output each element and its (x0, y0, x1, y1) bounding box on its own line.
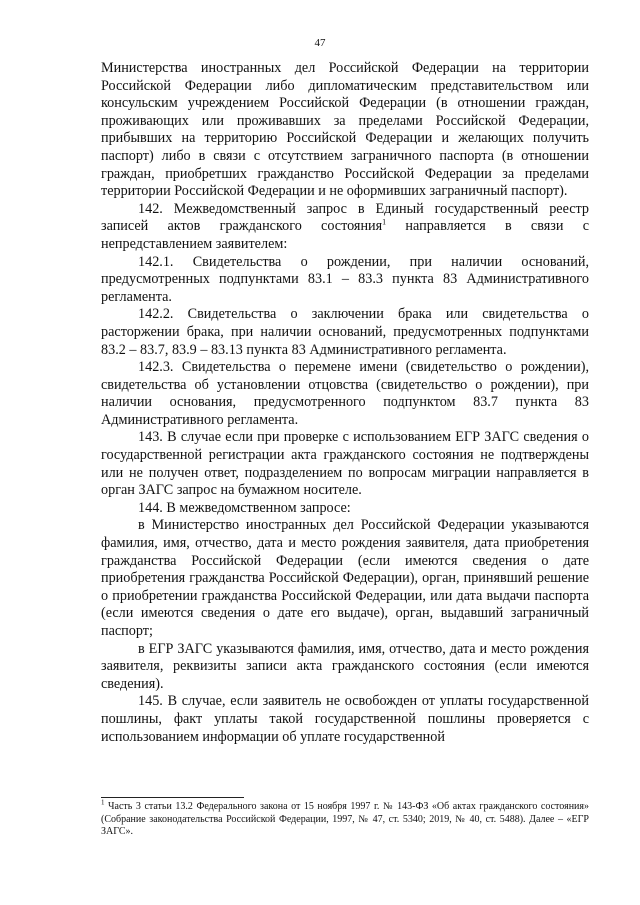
paragraph-143: 143. В случае если при проверке с использованием ЕГР ЗАГС сведения о государственной регистрации акта гражданского состояния не подтверждены или не получен ответ, подразделением по вопросам миграции направляется в орган ЗАГС запрос на бумажном носителе. (101, 429, 589, 499)
paragraph-142-text: 142. Межведомственный запрос в Единый государственный реестр записей актов гражданского состояния (101, 200, 589, 235)
paragraph-144: 144. В межведомственном запросе: (138, 499, 351, 516)
footnote-text: Часть 3 статьи 13.2 Федерального закона от 15 ноября 1997 г. № 143-ФЗ «Об актах гражданского состояния» (Собрание законодательства Российской Федерации, 1997, № 47, ст. 5340; 2019, № 40, ст. 5488). Далее – «ЕГР ЗАГС». (101, 801, 589, 837)
paragraph-144-mid: в Министерство иностранных дел Российской Федерации указываются фамилия, имя, отчество, дата и место рождения заявителя, дата приобретения гражданства Российской Федерации (если имеются сведения о дате приобретения гражданства Российской Федерации), орган, принявший решение о приобретении гражданства Российской Федерации, или дата выдачи паспорта (если имеются сведения о дате его выдаче), орган, выдавший заграничный паспорт; (101, 517, 589, 639)
paragraph-continuation: Министерства иностранных дел Российской Федерации на территории Российской Федерации либо дипломатическим представительством или консульским учреждением Российской Федерации (в отношении граждан, проживающих или проживавших за пределами Российской Федерации, прибывших на территорию Российской Федерации и желающих получить паспорт) либо в связи с отсутствием заграничного паспорта (в отношении граждан, приобретших гражданство Российской Федерации за пределами территории Российской Федерации и не оформивших заграничный паспорт). (101, 60, 589, 200)
paragraph-142-text-end: направляется в связи с непредставлением заявителем: (101, 218, 589, 252)
paragraph-145: 145. В случае, если заявитель не освобожден от уплаты государственной пошлины, факт уплаты такой государственной пошлины проверяется с использованием информации об уплате государственной (101, 693, 589, 745)
footnote-divider (101, 797, 244, 798)
paragraph-142-3: 142.3. Свидетельства о перемене имени (свидетельство о рождении), свидетельства об установлении отцовства (свидетельство о рождении), при наличии основания, предусмотренного подпунктом 83.7 пункта 83 Административного регламента. (101, 359, 589, 428)
footnote (101, 798, 589, 839)
paragraph-144-egr: в ЕГР ЗАГС указываются фамилия, имя, отчество, дата и место рождения заявителя, реквизиты записи акта гражданского состояния (если имеются сведения). (101, 640, 589, 692)
page-number: 47 (314, 37, 326, 49)
paragraph-142-2: 142.2. Свидетельства о заключении брака или свидетельства о расторжении брака, при наличии оснований, предусмотренных подпунктами 83.2 – 83.7, 83.9 – 83.13 пункта 83 Административного регламента. (101, 306, 589, 358)
footnote-reference: 1 (382, 217, 387, 227)
paragraph-142 (101, 201, 589, 254)
paragraph-142-1: 142.1. Свидетельства о рождении, при наличии оснований, предусмотренных подпунктами 83.1 – 83.3 пункта 83 Административного регламента. (101, 253, 589, 305)
footnote-mark: 1 (101, 798, 105, 807)
body-text (101, 60, 589, 746)
